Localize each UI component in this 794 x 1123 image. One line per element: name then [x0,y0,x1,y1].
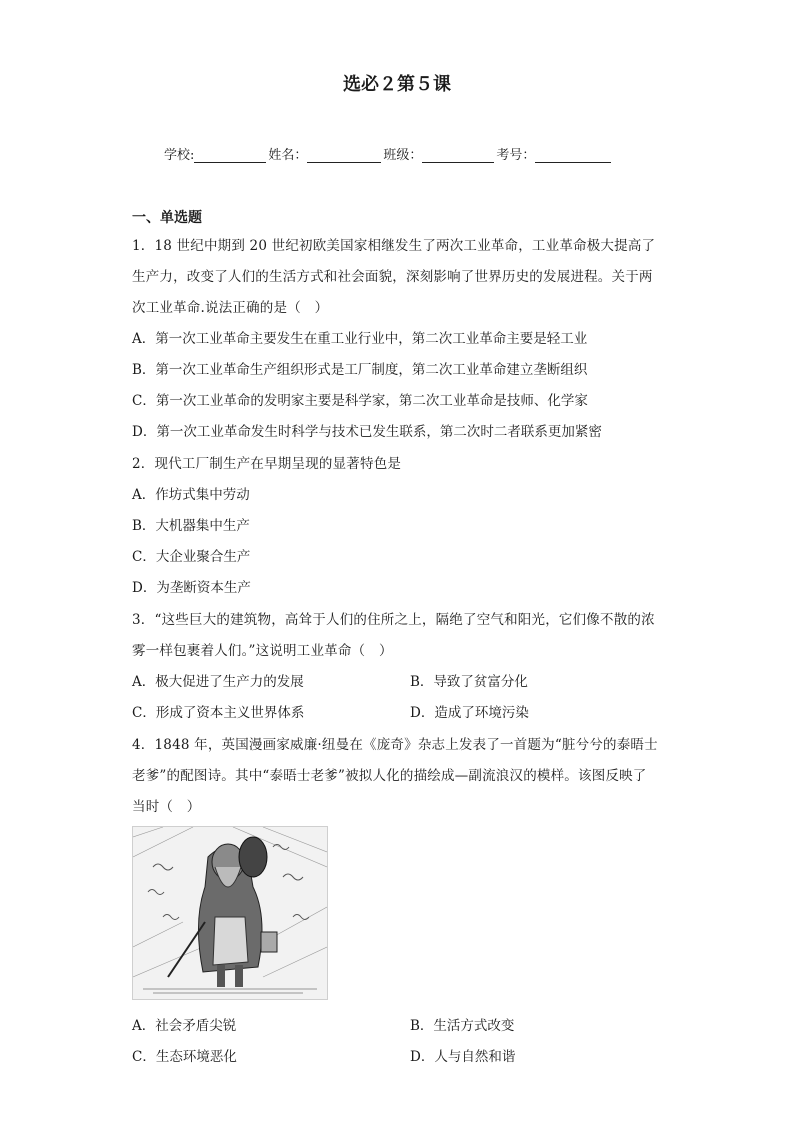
q4-line-2: 老爹”的配图诗。其中“泰晤士老爹”被拟人化的描绘成—副流浪汉的模样。该图反映了 [132,768,647,784]
q2-option-b[interactable]: B．大机器集中生产 [132,518,250,534]
section-heading: 一、单选题 [132,210,202,226]
q2-line-1: 2．现代工厂制生产在早期呈现的显著特色是 [132,456,402,472]
class-blank[interactable] [422,148,494,163]
q4-line-3: 当时（ ） [132,799,201,815]
school-label: 学校: [164,148,195,163]
q1-line-2: 生产力，改变了人们的生活方式和社会面貌，深刻影响了世界历史的发展进程。关于两 [132,269,653,285]
name-blank[interactable] [307,148,381,163]
q2-option-a[interactable]: A．作坊式集中劳动 [132,487,250,503]
q1-option-a[interactable]: A．第一次工业革命主要发生在重工业行业中，第二次工业革命主要是轻工业 [132,331,588,347]
cartoon-illustration [132,826,328,1000]
q4-option-c[interactable]: C．生态环境恶化 [132,1049,237,1065]
q1-option-b[interactable]: B．第一次工业革命生产组织形式是工厂制度，第二次工业革命建立垄断组织 [132,362,588,378]
name-label: 姓名： [268,148,308,163]
q3-option-b[interactable]: B．导致了贫富分化 [410,674,528,690]
q4-option-a[interactable]: A．社会矛盾尖锐 [132,1018,237,1034]
father-thames-drawing [133,827,327,999]
school-blank[interactable] [194,148,266,163]
student-info-row [164,144,613,163]
q1-line-1: 1．18 世纪中期到 20 世纪初欧美国家相继发生了两次工业革命，工业革命极大提高了 [132,238,656,254]
q1-option-c[interactable]: C．第一次工业革命的发明家主要是科学家，第二次工业革命是技师、化学家 [132,393,588,409]
q2-option-d[interactable]: D．为垄断资本生产 [132,580,251,596]
number-blank[interactable] [535,148,611,163]
q2-option-c[interactable]: C．大企业聚合生产 [132,549,251,565]
q3-option-d[interactable]: D．造成了环境污染 [410,705,529,721]
q3-line-2: 雾一样包裹着人们。”这说明工业革命（ ） [132,643,393,659]
q3-line-1: 3．“这些巨大的建筑物，高耸于人们的住所之上，隔绝了空气和阳光，它们像不散的浓 [132,612,655,628]
q1-option-d[interactable]: D．第一次工业革命发生时科学与技术已发生联系，第二次时二者联系更加紧密 [132,424,602,440]
q4-option-d[interactable]: D．人与自然和谐 [410,1049,516,1065]
number-label: 考号： [496,148,536,163]
page-title: 选必２第５课 [343,74,451,95]
class-label: 班级： [383,148,423,163]
q1-line-3: 次工业革命.说法正确的是（ ） [132,300,329,316]
q3-option-a[interactable]: A．极大促进了生产力的发展 [132,674,304,690]
q4-line-1: 4．1848 年，英国漫画家威廉·纽曼在《庞奇》杂志上发表了一首题为“脏兮兮的泰晤士 [132,737,658,753]
q3-option-c[interactable]: C．形成了资本主义世界体系 [132,705,305,721]
q4-option-b[interactable]: B．生活方式改变 [410,1018,515,1034]
